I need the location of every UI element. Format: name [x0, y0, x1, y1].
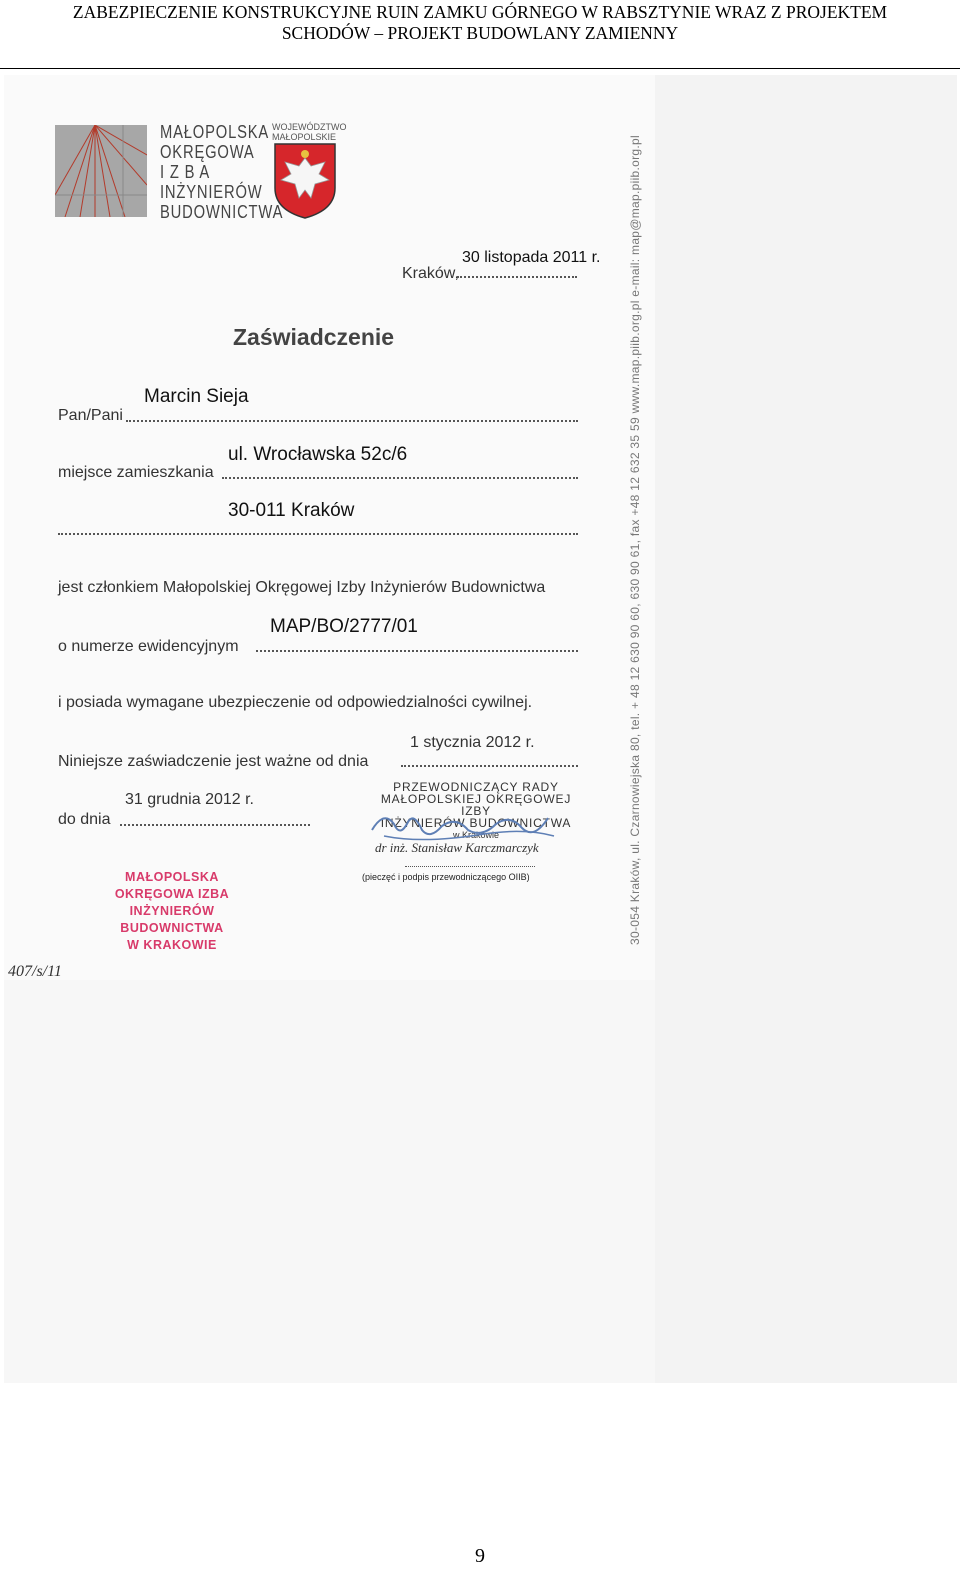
contact-info: 30-054 Kraków, ul. Czarnowiejska 80, tel. + 48 12 630 90 60, 630 90 61, fax +48 12 632 35 59 www.map.piib.org.pl e-mail: map@map.piib.org.pl — [628, 135, 642, 945]
signature-caption: (pieczęć i podpis przewodniczącego OIIB) — [362, 872, 530, 882]
document-header — [0, 2, 960, 44]
chamber-name: MAŁOPOLSKA OKRĘGOWA I Z B A INŻYNIERÓW BUDOWNICTWA — [160, 122, 284, 222]
page-number: 9 — [475, 1545, 485, 1567]
header-rule — [0, 68, 960, 69]
valid-from-label: Niniejsze zaświadczenie jest ważne od dnia — [58, 753, 369, 770]
chairman-stamp: PRZEWODNICZĄCY RADY MAŁOPOLSKIEJ OKRĘGOWEJ IZBY INŻYNIERÓW BUDOWNICTWA w Krakowie — [380, 780, 572, 840]
header-line-1: ZABEZPIECZENIE KONSTRUKCYJNE RUIN ZAMKU GÓRNEGO W RABSZTYNIE WRAZ Z PROJEKTEM — [72, 2, 888, 22]
issue-date: 30 listopada 2011 r. — [462, 249, 601, 266]
scan-margin-right — [655, 75, 957, 1383]
holder-name: Marcin Sieja — [144, 386, 249, 407]
holder-address: ul. Wrocławska 52c/6 — [228, 444, 408, 465]
insurance-statement: i posiada wymagane ubezpieczenie od odpowiedzialności cywilnej. — [58, 694, 533, 711]
address-dots — [222, 477, 578, 479]
city-dots — [58, 533, 578, 535]
handwritten-note: 407/s/11 — [8, 963, 62, 980]
registration-label: o numerze ewidencyjnym — [58, 638, 239, 655]
valid-from-dots — [401, 765, 578, 767]
holder-city: 30-011 Kraków — [228, 500, 355, 521]
holder-name-label: Pan/Pani — [58, 407, 123, 424]
signatory-name: dr inż. Stanisław Karczmarczyk — [375, 840, 539, 855]
registration-number: MAP/BO/2777/01 — [270, 616, 418, 637]
chamber-logo-icon — [55, 125, 147, 217]
address-label: miejsce zamieszkania — [58, 464, 214, 481]
signature-dots — [405, 866, 535, 867]
date-dots — [457, 276, 577, 278]
registration-dots — [256, 650, 578, 652]
certificate-title: Zaświadczenie — [233, 324, 395, 350]
membership-statement: jest członkiem Małopolskiej Okręgowej Izby Inżynierów Budownictwa — [58, 579, 546, 596]
voivodeship-label: WOJEWÓDZTWO MAŁOPOLSKIE — [272, 122, 347, 142]
header-line-2: SCHODÓW – PROJEKT BUDOWLANY ZAMIENNY — [281, 23, 679, 43]
name-dots — [126, 420, 578, 422]
valid-to-date: 31 grudnia 2012 r. — [125, 791, 254, 808]
issue-place: Kraków, — [402, 265, 459, 282]
voivodeship-crest-icon — [271, 140, 339, 220]
scan-margin-bottom — [4, 980, 655, 1383]
valid-from-date: 1 stycznia 2012 r. — [410, 734, 535, 751]
valid-to-label: do dnia — [58, 811, 111, 828]
chamber-stamp: MAŁOPOLSKA OKRĘGOWA IZBA INŻYNIERÓW BUDOWNICTWA W KRAKOWIE — [114, 870, 230, 952]
valid-to-dots — [120, 824, 310, 826]
